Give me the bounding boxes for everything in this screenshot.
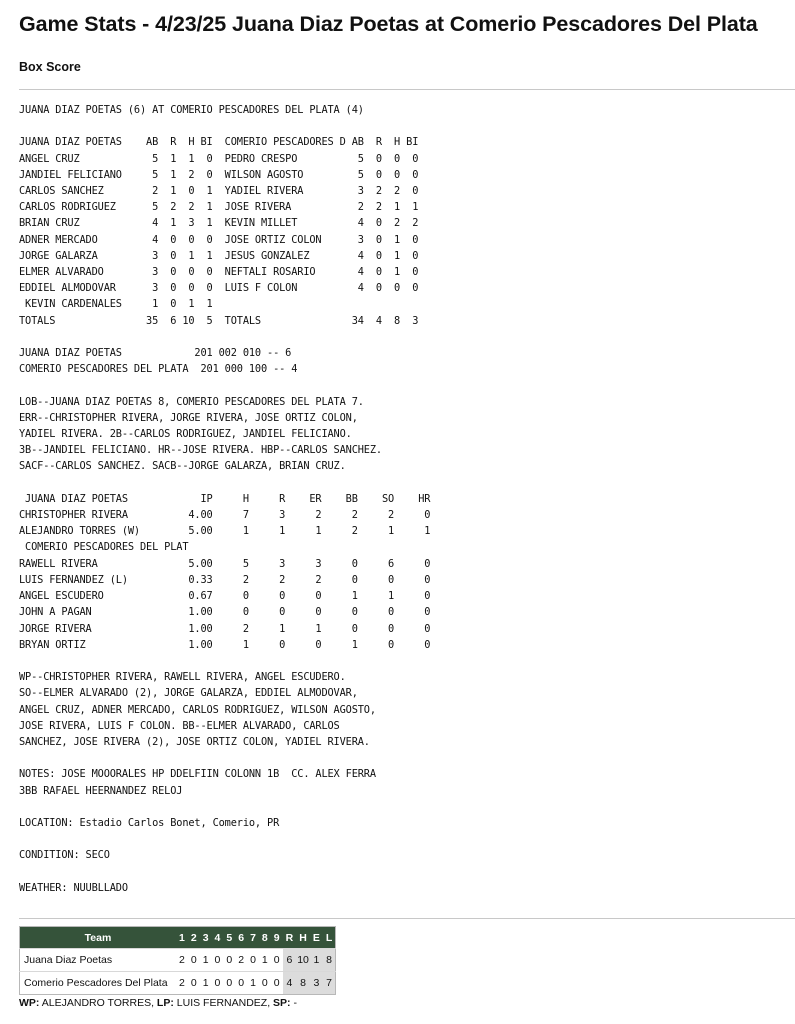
inning-score: 1 (200, 949, 212, 972)
header-inning-3: 3 (200, 927, 212, 949)
inning-score: 0 (247, 949, 259, 972)
total-errors: 1 (310, 949, 323, 972)
inning-score: 2 (235, 949, 247, 972)
inning-score: 0 (271, 972, 283, 995)
divider (19, 918, 795, 919)
header-runs: R (283, 927, 297, 949)
inning-score: 1 (259, 949, 271, 972)
header-errors: E (310, 927, 323, 949)
total-lob: 8 (323, 949, 336, 972)
section-heading-box-score: Box Score (19, 60, 81, 74)
team-name: Juana Diaz Poetas (20, 949, 177, 972)
losing-pitcher: LUIS FERNANDEZ, (176, 997, 271, 1009)
linescore-table (19, 926, 336, 995)
header-inning-6: 6 (235, 927, 247, 949)
divider (19, 89, 795, 90)
inning-score: 1 (247, 972, 259, 995)
page-title: Game Stats - 4/23/25 Juana Diaz Poetas at Comerio Pescadores Del Plata (19, 12, 758, 36)
header-lob: L (323, 927, 336, 949)
header-inning-9: 9 (271, 927, 283, 949)
inning-score: 0 (212, 972, 224, 995)
lp-label: LP: (156, 997, 174, 1009)
pitcher-decisions (19, 997, 297, 1009)
total-errors: 3 (310, 972, 323, 995)
header-inning-7: 7 (247, 927, 259, 949)
header-inning-2: 2 (188, 927, 200, 949)
inning-score: 0 (188, 972, 200, 995)
table-row (20, 972, 336, 995)
box-score-text: JUANA DIAZ POETAS (6) AT COMERIO PESCADORES DEL PLATA (4) JUANA DIAZ POETAS AB R H BI COMERIO PESCADORES D AB R H BI ANGEL CRUZ 5 1 1 0 PEDRO CRESPO 5 0 0 0 JANDIEL FELICIANO 5 1 2 0 WILSON AGOSTO 5 0 0 0 CARLOS SANCHEZ 2 1 0 1 YADIEL RIVERA 3 2 2 0 CARLOS RODRIGUEZ 5 2 2 1 JOSE RIVERA 2 2 1 1 BRIAN CRUZ 4 1 3 1 KEVIN MILLET 4 0 2 2 ADNER MERCADO 4 0 0 0 JOSE ORTIZ COLON 3 0 1 0 JORGE GALARZA 3 0 1 1 JESUS GONZALEZ 4 0 1 0 ELMER ALVARADO 3 0 0 0 NEFTALI ROSARIO 4 0 1 0 EDDIEL ALMODOVAR 3 0 0 0 LUIS F COLON 4 0 0 0 KEVIN CARDENALES 1 0 1 1 TOTALS 35 6 10 5 TOTALS 34 4 8 3 JUANA DIAZ POETAS 201 002 010 -- 6 COMERIO PESCADORES DEL PLATA 201 000 100 -- 4 LOB--JUANA DIAZ POETAS 8, COMERIO PESCADORES DEL PLATA 7. ERR--CHRISTOPHER RIVERA, JORGE RIVERA, JOSE ORTIZ COLON, YADIEL RIVERA. 2B--CARLOS RODRIGUEZ, JANDIEL FELICIANO. 3B--JANDIEL FELICIANO. HR--JOSE RIVERA. HBP--CARLOS SANCHEZ. SACF--CARLOS SANCHEZ. SACB--JORGE GALARZA, BRIAN CRUZ. JUANA DIAZ POETAS IP H R ER BB SO HR CHRISTOPHER RIVERA 4.00 7 3 2 2 2 0 ALEJANDRO TORRES (W) 5.00 1 1 1 2 1 1 COMERIO PESCADORES DEL PLAT RAWELL RIVERA 5.00 5 3 3 0 6 0 LUIS FERNANDEZ (L) 0.33 2 2 2 0 0 0 ANGEL ESCUDERO 0.67 0 0 0 1 1 0 JOHN A PAGAN 1.00 0 0 0 0 0 0 JORGE RIVERA 1.00 2 1 1 0 0 0 BRYAN ORTIZ 1.00 1 0 0 1 0 0 WP--CHRISTOPHER RIVERA, RAWELL RIVERA, ANGEL ESCUDERO. SO--ELMER ALVARADO (2), JORGE GALARZA, EDDIEL ALMODOVAR, ANGEL CRUZ, ADNER MERCADO, CARLOS RODRIGUEZ, WILSON AGOSTO, JOSE RIVERA, LUIS F COLON. BB--ELMER ALVARADO, CARLOS SANCHEZ, JOSE RIVERA (2), JOSE ORTIZ COLON, YADIEL RIVERA. NOTES: JOSE MOOORALES HP DDELFIIN COLONN 1B CC. ALEX FERRA 3BB RAFAEL HEERNANDEZ RELOJ LOCATION: Estadio Carlos Bonet, Comerio, PR CONDITION: SECO WEATHER: NUUBLLADO (19, 104, 431, 894)
sp-label: SP: (273, 997, 291, 1009)
total-hits: 8 (296, 972, 310, 995)
inning-score: 0 (223, 972, 235, 995)
total-runs: 4 (283, 972, 297, 995)
table-row (20, 949, 336, 972)
inning-score: 2 (176, 949, 188, 972)
inning-score: 0 (235, 972, 247, 995)
inning-score: 0 (188, 949, 200, 972)
header-inning-5: 5 (223, 927, 235, 949)
inning-score: 0 (223, 949, 235, 972)
inning-score: 2 (176, 972, 188, 995)
header-inning-8: 8 (259, 927, 271, 949)
inning-score: 0 (212, 949, 224, 972)
winning-pitcher: ALEJANDRO TORRES, (41, 997, 154, 1009)
wp-label: WP: (19, 997, 40, 1009)
total-lob: 7 (323, 972, 336, 995)
total-hits: 10 (296, 949, 310, 972)
header-hits: H (296, 927, 310, 949)
header-inning-4: 4 (212, 927, 224, 949)
team-name: Comerio Pescadores Del Plata (20, 972, 177, 995)
save-pitcher: - (293, 997, 297, 1009)
inning-score: 0 (259, 972, 271, 995)
total-runs: 6 (283, 949, 297, 972)
header-inning-1: 1 (176, 927, 188, 949)
linescore-header-row (20, 927, 336, 949)
header-team: Team (20, 927, 177, 949)
inning-score: 0 (271, 949, 283, 972)
inning-score: 1 (200, 972, 212, 995)
